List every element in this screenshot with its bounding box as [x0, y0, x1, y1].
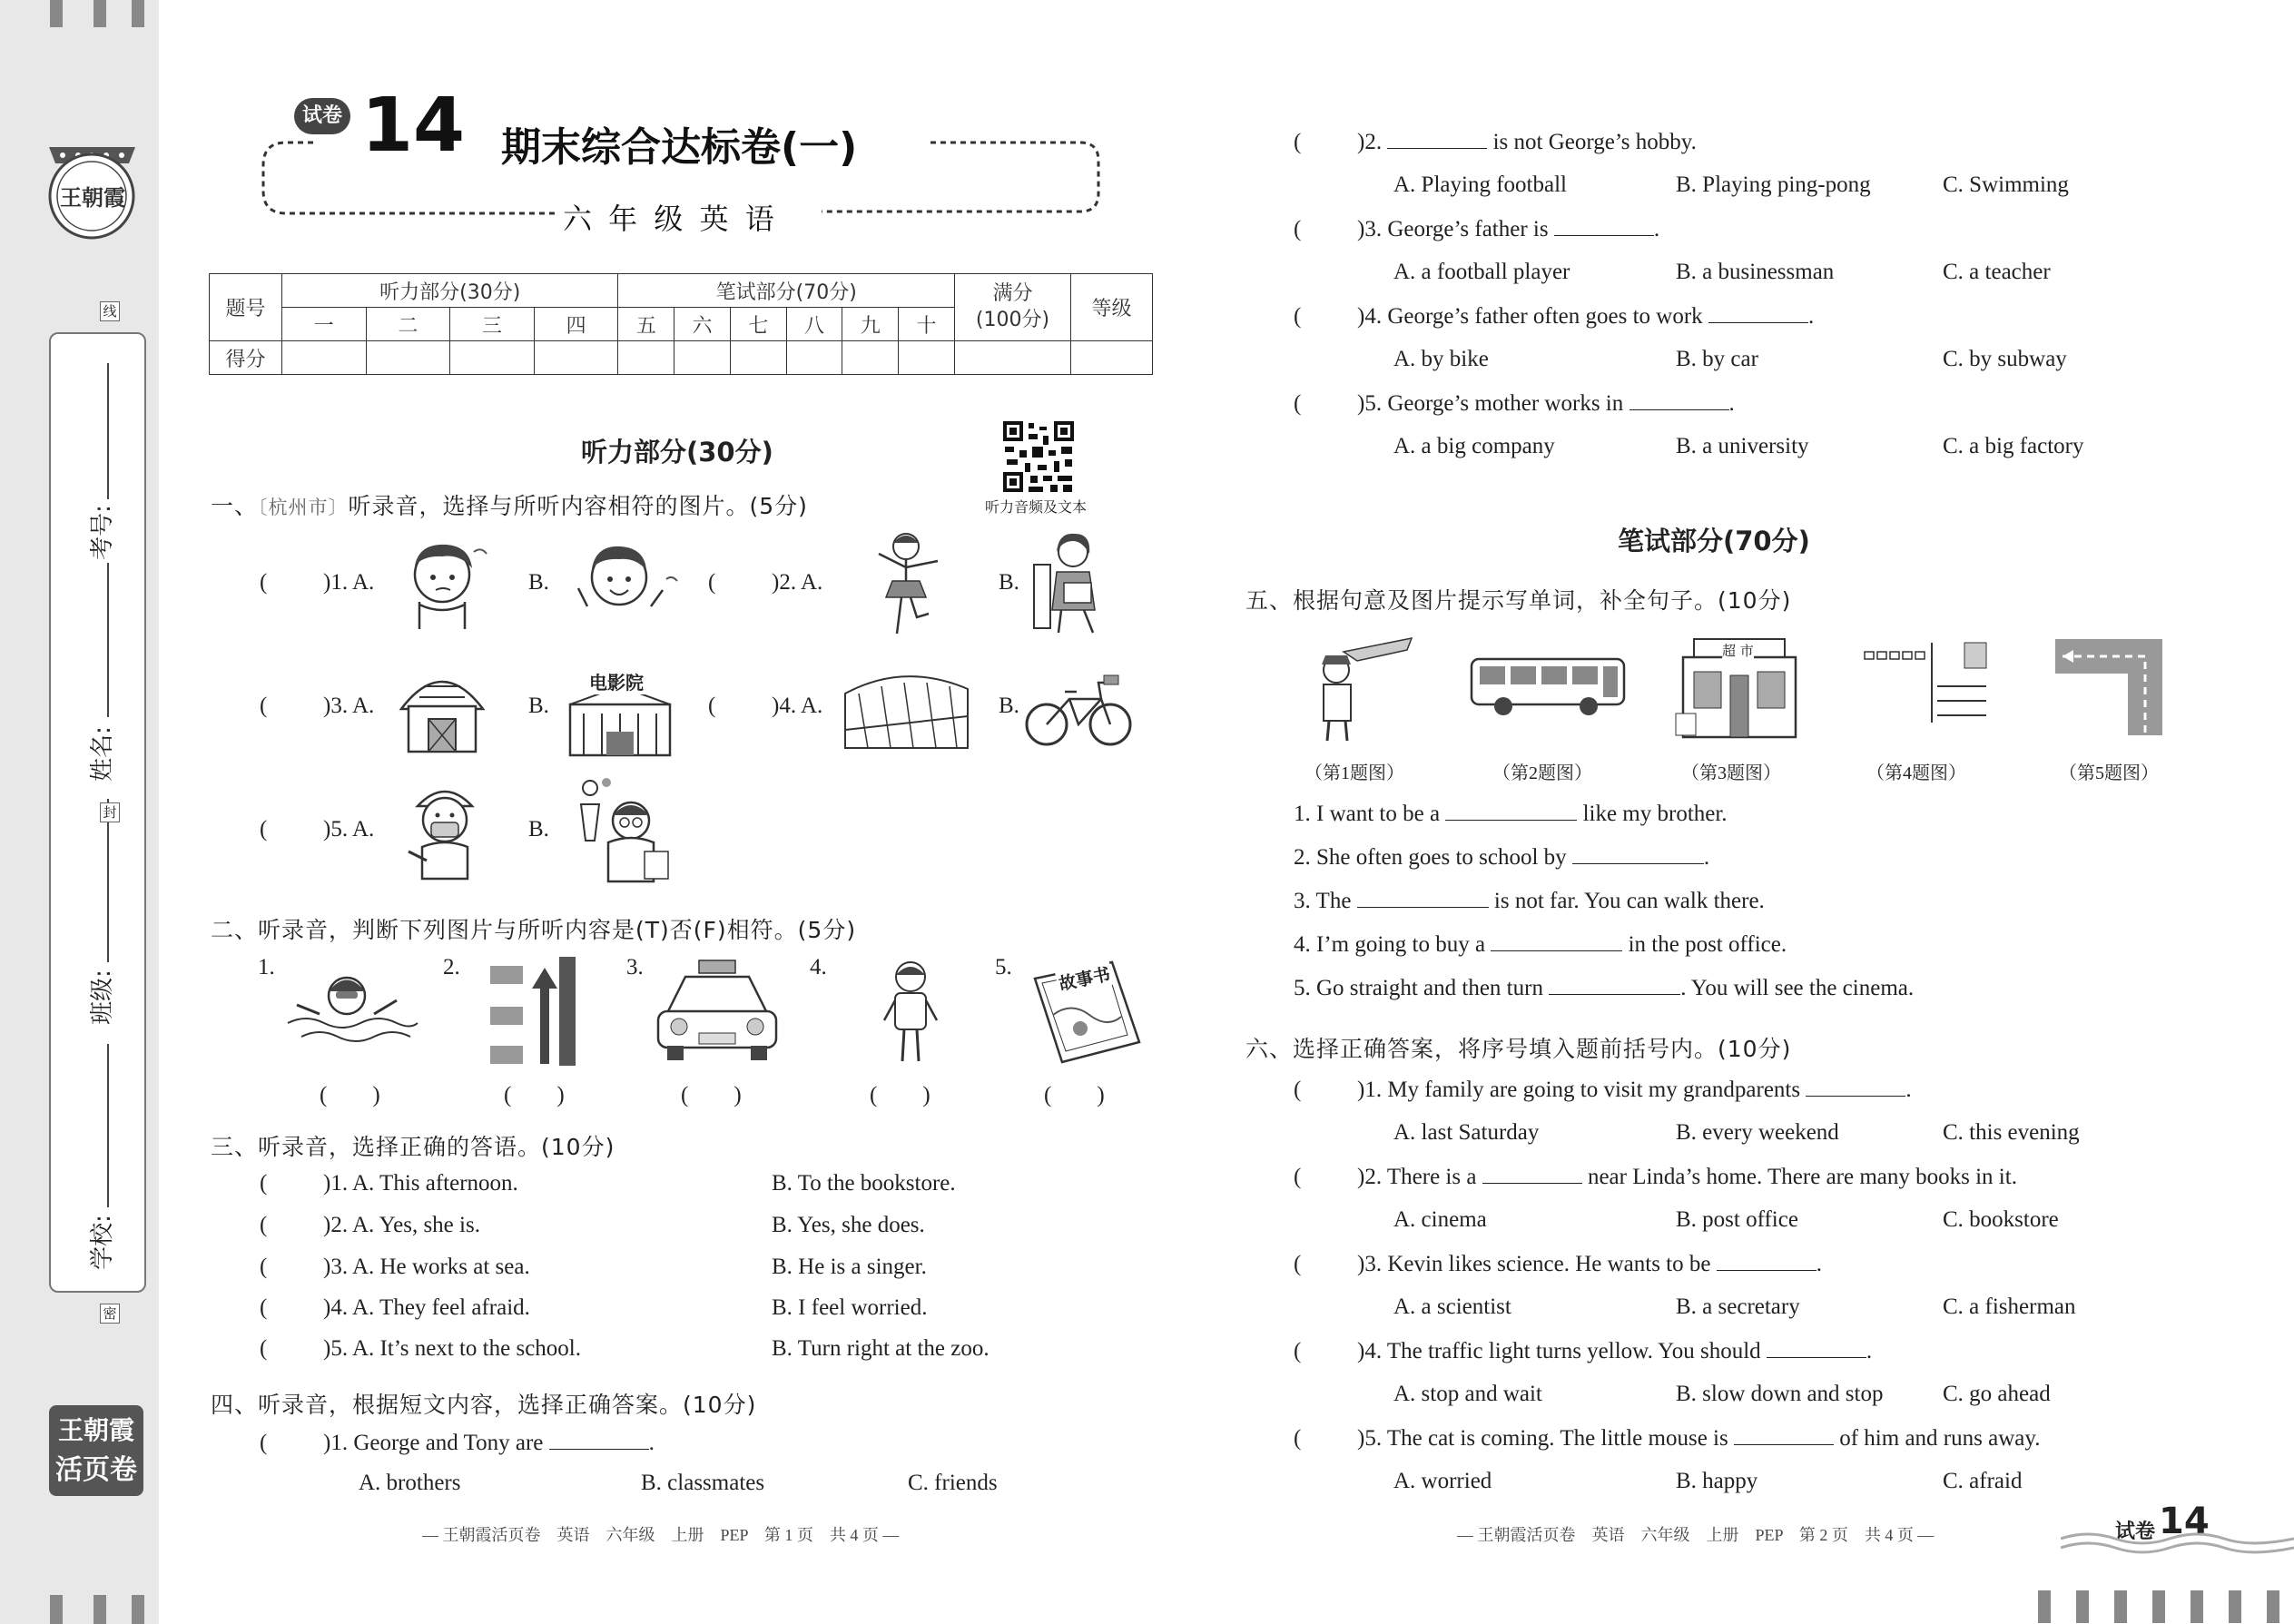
paper-badge: 试卷 [294, 98, 350, 134]
sec5-instruction: 五、根据句意及图片提示写单词，补全句子。(10分) [1245, 587, 1792, 614]
s3-q2-b: B. Yes, she does. [772, 1213, 925, 1237]
s2-paren-5[interactable]: ( ) [1044, 1083, 1105, 1107]
s6-q5: ( )5. The cat is coming. The little mouse is of him and runs away. [1294, 1426, 2041, 1451]
binding-tick [2152, 1590, 2165, 1623]
s3-q3-a: ( )3. A. He works at sea. [260, 1255, 530, 1279]
bus-picture [1469, 655, 1628, 723]
taxi-picture [654, 959, 781, 1068]
s1-q1: ( )1. A. [260, 570, 375, 595]
s1-q2-b: B. [999, 570, 1019, 595]
answer-blank[interactable] [1717, 1251, 1816, 1271]
answer-blank[interactable] [1357, 888, 1489, 908]
s3-q2-a: ( )2. A. Yes, she is. [260, 1213, 480, 1237]
s4-q2-c: C. Swimming [1943, 172, 2069, 197]
s3-q1-a: ( )1. A. This afternoon. [260, 1171, 518, 1196]
fig-caption-1: （第1题图） [1305, 763, 1404, 783]
swimming-picture [283, 964, 419, 1059]
s4-q2-a: A. Playing football [1393, 172, 1567, 197]
kid-standing-picture [879, 957, 942, 1070]
footer-left: — 王朝霞活页卷 英语 六年级 上册 PEP 第 1 页 共 4 页 — [422, 1526, 900, 1544]
school-line[interactable] [107, 1044, 109, 1207]
answer-blank[interactable] [1387, 129, 1487, 149]
s6-q4-c: C. go ahead [1943, 1382, 2051, 1406]
binding-tick [50, 1595, 63, 1624]
s4-q1-c: C. friends [908, 1471, 998, 1495]
subway-picture [841, 666, 972, 757]
s3-q4-b: B. I feel worried. [772, 1295, 928, 1320]
binding-tick [2076, 1590, 2089, 1623]
score-cell[interactable] [618, 341, 674, 375]
s3-q1-b: B. To the bookstore. [772, 1171, 956, 1196]
footer-right: — 王朝霞活页卷 英语 六年级 上册 PEP 第 2 页 共 4 页 — [1457, 1526, 1935, 1544]
binding-tick [2191, 1590, 2203, 1623]
binding-tick [2114, 1590, 2127, 1623]
score-cell[interactable] [534, 341, 618, 375]
score-table [209, 273, 1153, 375]
s3-q5-a: ( )5. A. It’s next to the school. [260, 1336, 581, 1361]
s4-q1-a: A. brothers [359, 1471, 461, 1495]
s4-q2-b: B. Playing ping-pong [1676, 172, 1871, 197]
score-cell[interactable] [450, 341, 535, 375]
s4-q3-b: B. a businessman [1676, 260, 1835, 284]
s5-sentence-3: 3. The is not far. You can walk there. [1294, 889, 1765, 913]
s4-q1: ( )1. George and Tony are . [260, 1431, 655, 1455]
q-number: 九 [842, 308, 899, 341]
s6-q3-a: A. a scientist [1393, 1294, 1511, 1319]
s4-q4-b: B. by car [1676, 347, 1758, 371]
score-cell[interactable] [842, 341, 899, 375]
name-line[interactable] [107, 563, 109, 717]
score-label: 得分 [210, 341, 282, 375]
s1-q2: ( )2. A. [708, 570, 823, 595]
q-number: 二 [366, 308, 450, 341]
s6-q2: ( )2. There is a near Linda’s home. There are many books in it. [1294, 1165, 2017, 1189]
girl-reading-picture [1029, 528, 1116, 642]
s2-label-2: 2. [443, 955, 460, 979]
s6-q1-a: A. last Saturday [1393, 1120, 1540, 1145]
writing-title: 笔试部分(70分) [1618, 526, 1810, 556]
paper-number: 14 [361, 83, 466, 169]
seal-seal-char: 封 [100, 802, 120, 822]
score-cell[interactable] [955, 341, 1071, 375]
answer-blank[interactable] [1482, 1164, 1582, 1184]
binding-tick [2038, 1590, 2051, 1623]
seal-line-char: 线 [100, 301, 120, 321]
answer-blank[interactable] [1708, 303, 1808, 323]
s1-q3-b: B. [528, 694, 549, 718]
qr-caption: 听力音频及文本 [985, 498, 1088, 516]
school-label: 学校: [88, 1215, 116, 1270]
corner-label: 试卷 [2115, 1521, 2156, 1543]
storybook-title: 故事书 [1055, 960, 1114, 996]
score-cell[interactable] [730, 341, 786, 375]
s6-q5-c: C. afraid [1943, 1469, 2023, 1493]
s4-q4: ( )4. George’s father often goes to work . [1294, 304, 1815, 329]
fig-caption-4: （第4题图） [1866, 763, 1966, 783]
q-number: 三 [450, 308, 535, 341]
s6-q1-b: B. every weekend [1676, 1120, 1839, 1145]
binding-tick [132, 1595, 144, 1624]
score-row-label: 题号 [210, 274, 282, 341]
q-number: 五 [618, 308, 674, 341]
barn-picture [392, 659, 492, 763]
s6-q1: ( )1. My family are going to visit my grandparents . [1294, 1078, 1912, 1102]
fig-caption-3: （第3题图） [1681, 763, 1781, 783]
s1-q5-b: B. [528, 817, 549, 842]
answer-blank[interactable] [1767, 1338, 1866, 1358]
s6-q4-b: B. slow down and stop [1676, 1382, 1884, 1406]
q-number: 十 [899, 308, 955, 341]
s4-q3: ( )3. George’s father is . [1294, 217, 1660, 241]
s4-q1-b: B. classmates [641, 1471, 765, 1495]
fig-caption-5: （第5题图） [2059, 763, 2159, 783]
score-cell[interactable] [899, 341, 955, 375]
answer-blank[interactable] [1554, 216, 1654, 236]
s5-sentence-1: 1. I want to be a like my brother. [1294, 802, 1728, 826]
s1-q3: ( )3. A. [260, 694, 375, 718]
s3-q5-b: B. Turn right at the zoo. [772, 1336, 989, 1361]
seal-secret-char: 密 [100, 1304, 120, 1324]
binding-tick [50, 0, 63, 27]
answer-blank[interactable] [1491, 931, 1622, 951]
s2-label-4: 4. [810, 955, 827, 979]
postcard-picture [1863, 639, 1990, 730]
sec2-instruction: 二、听录音，判断下列图片与所听内容是(T)否(F)相符。(5分) [211, 917, 857, 943]
writing-header: 笔试部分(70分) [618, 274, 955, 308]
s1-q4: ( )4. A. [708, 694, 823, 718]
s1-q5: ( )5. A. [260, 817, 375, 842]
qr-code[interactable] [1001, 419, 1076, 494]
exam-number-label: 考号: [88, 505, 116, 560]
s6-q4-a: A. stop and wait [1393, 1382, 1542, 1406]
s2-label-3: 3. [626, 955, 644, 979]
cinema-sign: 电影院 [586, 668, 646, 694]
s3-q3-b: B. He is a singer. [772, 1255, 927, 1279]
s5-sentence-5: 5. Go straight and then turn . You will see the cinema. [1294, 976, 1915, 1000]
s6-q5-b: B. happy [1676, 1469, 1758, 1493]
s2-paren-1[interactable]: ( ) [320, 1083, 380, 1107]
s6-q2-b: B. post office [1676, 1207, 1798, 1232]
s4-q3-a: A. a football player [1393, 260, 1570, 284]
score-cell[interactable] [786, 341, 842, 375]
name-label: 姓名: [88, 726, 116, 782]
q-number: 八 [786, 308, 842, 341]
paper-title: 期末综合达标卷(一) [501, 124, 858, 171]
s1-q4-b: B. [999, 694, 1019, 718]
s4-q3-c: C. a teacher [1943, 260, 2051, 284]
sec3-instruction: 三、听录音，选择正确的答语。(10分) [211, 1134, 615, 1160]
s4-q5: ( )5. George’s mother works in . [1294, 391, 1735, 416]
sec4-instruction: 四、听录音，根据短文内容，选择正确答案。(10分) [211, 1392, 757, 1418]
s4-q5-b: B. a university [1676, 434, 1809, 458]
exam-number-line[interactable] [107, 363, 109, 499]
answer-blank[interactable] [1445, 801, 1577, 821]
binding-tick [2229, 1590, 2241, 1623]
s4-q4-a: A. by bike [1393, 347, 1489, 371]
answer-blank[interactable] [1572, 844, 1704, 864]
s1-q1-b: B. [528, 570, 549, 595]
score-cell[interactable] [1071, 341, 1153, 375]
s4-q4-c: C. by subway [1943, 347, 2067, 371]
s6-q2-a: A. cinema [1393, 1207, 1487, 1232]
binding-tick [132, 0, 144, 27]
s6-q4: ( )4. The traffic light turns yellow. You should . [1294, 1339, 1873, 1363]
answer-blank[interactable] [1734, 1425, 1834, 1445]
s6-q1-c: C. this evening [1943, 1120, 2080, 1145]
boy-sick-picture [392, 534, 501, 638]
score-cell[interactable] [366, 341, 450, 375]
class-label: 班级: [88, 969, 116, 1025]
road-arrow-picture [490, 957, 586, 1070]
listening-title: 听力部分(30分) [581, 437, 773, 468]
s6-q2-c: C. bookstore [1943, 1207, 2059, 1232]
s2-label-5: 5. [995, 955, 1012, 979]
answer-blank[interactable] [1629, 390, 1729, 410]
s6-q3-b: B. a secretary [1676, 1294, 1800, 1319]
answer-blank[interactable] [1549, 975, 1680, 995]
scientist-picture [563, 777, 672, 891]
s6-q3: ( )3. Kevin likes science. He wants to be . [1294, 1252, 1822, 1276]
sec1-instruction: 一、〔杭州市〕听录音，选择与所听内容相符的图片。(5分) [211, 493, 808, 519]
girl-dancing-picture [861, 527, 951, 645]
s4-q5-c: C. a big factory [1943, 434, 2084, 458]
brand-logo [49, 1405, 143, 1496]
full-marks: 满分 (100分) [955, 274, 1071, 341]
turn-route-picture [2053, 637, 2164, 742]
boy-happy-picture [565, 534, 683, 638]
s2-paren-3[interactable]: ( ) [681, 1083, 742, 1107]
listening-header: 听力部分(30分) [282, 274, 618, 308]
q-number: 七 [730, 308, 786, 341]
paper-subtitle: 六 年 级 英 语 [563, 202, 778, 236]
logo-top: 王朝霞 [57, 1415, 134, 1445]
answer-blank[interactable] [549, 1430, 649, 1450]
fig-caption-2: （第2题图） [1492, 763, 1592, 783]
s3-q4-a: ( )4. A. They feel afraid. [260, 1295, 530, 1320]
pilot-picture [1307, 634, 1416, 747]
s6-q5-a: A. worried [1393, 1469, 1492, 1493]
s2-paren-4[interactable]: ( ) [870, 1083, 930, 1107]
s4-q2: ( )2. is not George’s hobby. [1294, 130, 1697, 154]
answer-blank[interactable] [1806, 1077, 1905, 1097]
q-number: 四 [534, 308, 618, 341]
score-cell[interactable] [282, 341, 367, 375]
score-cell[interactable] [674, 341, 731, 375]
nurse-picture [399, 779, 490, 888]
s5-sentence-2: 2. She often goes to school by . [1294, 845, 1710, 870]
class-line[interactable] [107, 799, 109, 962]
binding-tick [94, 0, 106, 27]
binding-tick [94, 1595, 106, 1624]
binding-tick [2267, 1590, 2279, 1623]
s5-sentence-4: 4. I’m going to buy a in the post office. [1294, 932, 1787, 957]
supermarket-sign: 超 市 [1722, 643, 1754, 659]
seal-name: 王朝霞 [60, 185, 125, 211]
s2-label-1: 1. [258, 955, 275, 979]
grade-label: 等级 [1071, 274, 1153, 341]
corner-number: 14 [2159, 1501, 2210, 1542]
q-number: 六 [674, 308, 731, 341]
bicycle-picture [1024, 672, 1133, 753]
sec6-instruction: 六、选择正确答案，将序号填入题前括号内。(10分) [1245, 1036, 1792, 1062]
s4-q5-a: A. a big company [1393, 434, 1555, 458]
s6-q3-c: C. a fisherman [1943, 1294, 2076, 1319]
logo-bottom: 活页卷 [55, 1454, 137, 1486]
s2-paren-2[interactable]: ( ) [504, 1083, 565, 1107]
q-number: 一 [282, 308, 367, 341]
student-info-box [49, 332, 146, 1293]
